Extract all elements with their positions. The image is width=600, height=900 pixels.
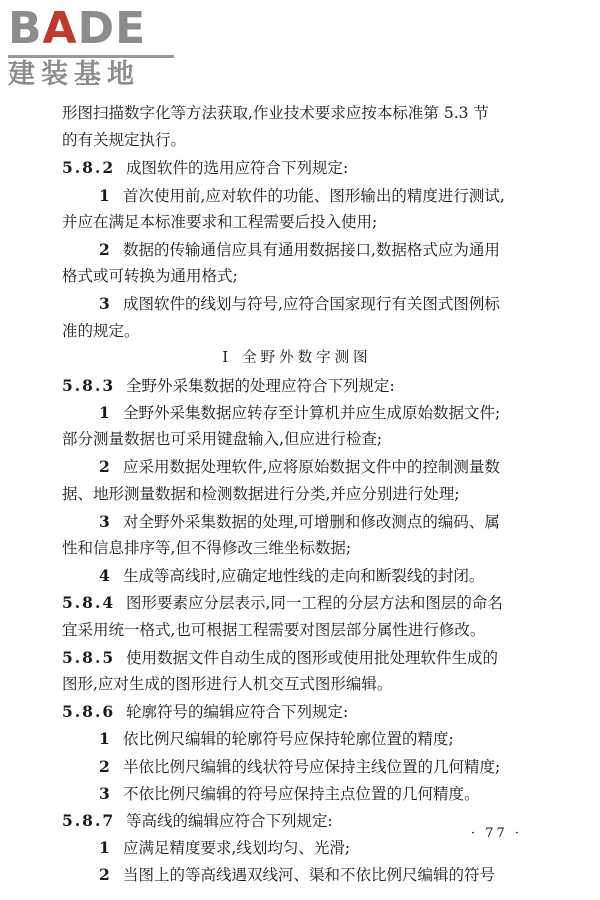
item-number: 1: [99, 403, 110, 423]
section-heading-text: 全野外数字测图: [242, 349, 372, 366]
watermark-logo: [8, 4, 178, 92]
line-text: 依比例尺编辑的轮廓符号应保持轮廓位置的精度;: [123, 730, 454, 749]
line-text: 等高线的编辑应符合下列规定:: [126, 811, 333, 830]
item-number: 1: [99, 185, 110, 205]
item-number: 4: [99, 566, 110, 586]
clause-number: 5.8.7: [62, 810, 116, 830]
line-text: 半依比例尺编辑的线状符号应保持主线位置的几何精度;: [123, 757, 501, 776]
section-roman-numeral: Ⅰ: [222, 349, 229, 366]
logo-subtitle: 建装基地: [8, 59, 140, 90]
clause-number: 5.8.3: [62, 375, 116, 395]
line-text: 应采用数据处理软件,应将原始数据文件中的控制测量数: [123, 458, 500, 477]
clause-number: 5.8.6: [62, 702, 116, 722]
line-text: 的有关规定执行。: [62, 131, 187, 150]
line-text: 图形要素应分层表示,同一工程的分层方法和图层的命名: [126, 594, 503, 613]
line-text: 并应在满足本标准要求和工程需要后投入使用;: [62, 212, 378, 231]
item-number: 1: [99, 729, 110, 749]
continuation-line: [62, 100, 532, 127]
clause-line: [62, 698, 532, 725]
list-item-line: [62, 236, 532, 263]
line-text: 图形,应对生成的图形进行人机交互式图形编辑。: [62, 674, 393, 693]
line-text: 全野外采集数据的处理应符合下列规定:: [126, 376, 395, 395]
item-number: 3: [99, 783, 110, 803]
logo-letters-de: DE: [77, 3, 147, 54]
clause-line: [62, 154, 532, 181]
line-text: 全野外采集数据应转存至计算机并应生成原始数据文件;: [123, 404, 501, 423]
list-item-line: [62, 508, 532, 535]
clause-number: 5.8.2: [62, 158, 116, 178]
clause-line: [62, 644, 532, 671]
item-number: 3: [99, 511, 110, 531]
logo-letter-a-accent: A: [42, 3, 78, 54]
line-text: 形图扫描数字化等方法获取,作业技术要求应按本标准第 5.3 节: [62, 104, 489, 122]
line-text: 轮廓符号的编辑应符合下列规定:: [126, 703, 349, 722]
document-body: [62, 100, 532, 888]
line-text: 使用数据文件自动生成的图形或使用批处理软件生成的: [126, 648, 499, 667]
item-number: 2: [99, 457, 110, 477]
logo-letter-b: B: [8, 3, 43, 54]
section-heading: [62, 345, 532, 372]
line-text: 准的规定。: [62, 321, 140, 340]
continuation-line: [62, 263, 532, 290]
continuation-line: [62, 209, 532, 236]
clause-line: [62, 372, 532, 399]
item-number: 2: [99, 756, 110, 776]
line-text: 不依比例尺编辑的符号应保持主点位置的几何精度。: [123, 784, 480, 803]
continuation-line: [62, 127, 532, 154]
clause-line: [62, 807, 532, 834]
continuation-line: [62, 481, 532, 508]
line-text: 生成等高线时,应确定地性线的走向和断裂线的封闭。: [123, 567, 485, 586]
page-number: · 77 ·: [470, 826, 522, 841]
line-text: 当图上的等高线遇双线河、渠和不依比例尺编辑的符号: [123, 866, 496, 885]
continuation-line: [62, 535, 532, 562]
line-text: 应满足精度要求,线划均匀、光滑;: [123, 839, 351, 858]
line-text: 格式或可转换为通用格式;: [62, 267, 238, 286]
item-number: 2: [99, 865, 110, 885]
line-text: 宜采用统一格式,也可根据工程需要对图层部分属性进行修改。: [62, 620, 486, 639]
list-item-line: [62, 725, 532, 752]
clause-number: 5.8.5: [62, 647, 116, 667]
line-text: 对全野外采集数据的处理,可增删和修改测点的编码、属: [123, 512, 500, 531]
logo-divider: [8, 55, 174, 58]
continuation-line: [62, 617, 532, 644]
line-text: 部分测量数据也可采用键盘输入,但应进行检查;: [62, 430, 383, 449]
list-item-line: [62, 834, 532, 861]
line-text: 首次使用前,应对软件的功能、图形输出的精度进行测试,: [123, 186, 505, 205]
line-text: 据、地形测量数据和检测数据进行分类,并应分别进行处理;: [62, 484, 460, 503]
line-text: 成图软件的选用应符合下列规定:: [126, 159, 349, 178]
clause-line: [62, 589, 532, 616]
item-number: 1: [99, 838, 110, 858]
list-item-line: [62, 182, 532, 209]
clause-number: 5.8.4: [62, 593, 116, 613]
list-item-line: [62, 780, 532, 807]
line-text: 性和信息排序等,但不得修改三维坐标数据;: [62, 539, 352, 557]
list-item-line: [62, 453, 532, 480]
list-item-line: [62, 562, 532, 589]
item-number: 2: [99, 239, 110, 259]
logo-wordmark: [8, 4, 146, 54]
list-item-line: [62, 753, 532, 780]
line-text: 成图软件的线划与符号,应符合国家现行有关图式图例标: [123, 295, 500, 314]
continuation-line: [62, 318, 532, 345]
list-item-line: [62, 399, 532, 426]
line-text: 数据的传输通信应具有通用数据接口,数据格式应为通用: [123, 240, 500, 259]
list-item-line: [62, 861, 532, 888]
item-number: 3: [99, 294, 110, 314]
list-item-line: [62, 290, 532, 317]
continuation-line: [62, 426, 532, 453]
continuation-line: [62, 671, 532, 698]
